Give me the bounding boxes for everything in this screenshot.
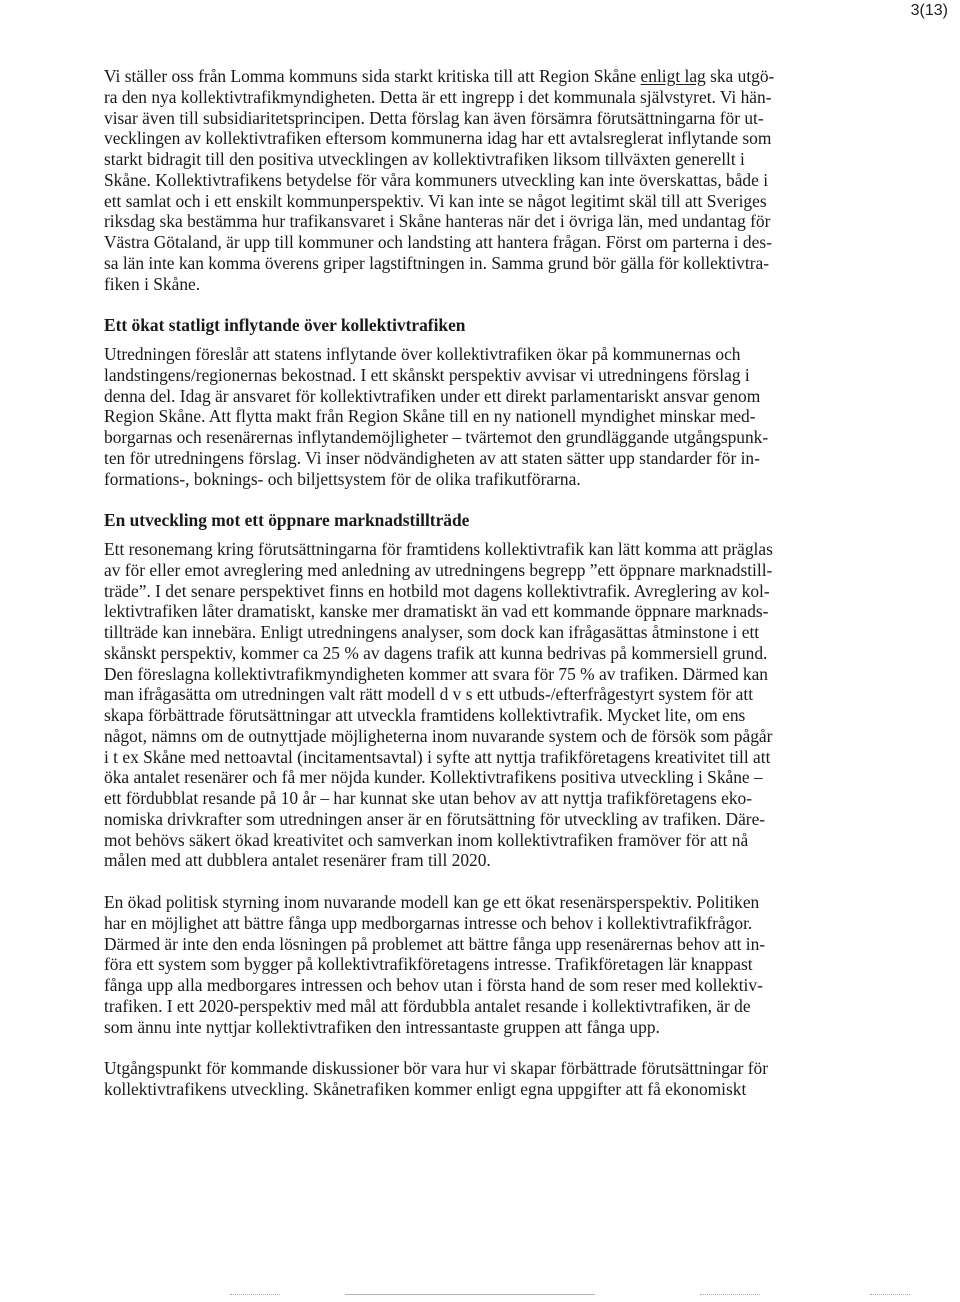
text-line: ett samlat och i ett enskilt kommunperspektiv. Vi kan inte se något legitimt skäl till att Sveriges (104, 190, 767, 211)
text-line: formations-, boknings- och biljettsystem för de olika trafikutförarna. (104, 468, 581, 489)
text-line: ett fördubblat resande på 10 år – har kunnat ske utan behov av att nyttja trafikföretagens eko- (104, 788, 753, 808)
paragraph-lomma-critique (104, 66, 856, 294)
paragraph-state-influence (104, 344, 856, 489)
text-line: av för eller emot avreglering med anledning av utredningens begrepp ”ett öppnare marknadstill- (104, 559, 773, 580)
text-line: Utredningen föreslår att statens inflytande över kollektivtrafiken ökar på kommunernas och (104, 344, 741, 364)
paragraph-political-steering (104, 892, 856, 1037)
text-line: Region Skåne. Att flytta makt från Region Skåne till en ny nationell myndighet minskar med- (104, 406, 756, 427)
text-line: skånskt perspektiv, kommer ca 25 % av dagens trafik att kunna bedrivas på kommersiell grund. (104, 642, 768, 663)
section-heading-market-access: En utveckling mot ett öppnare marknadstillträde (104, 510, 470, 531)
text-line: En ökad politisk styrning inom nuvarande modell kan ge ett ökat resenärsperspektiv. Politiken (104, 892, 760, 912)
text-line: riksdag ska bestämma hur trafikansvaret i Skåne hanteras när det i övriga län, med undantag för (104, 211, 771, 232)
text-line: Ett resonemang kring förutsättningarna för framtidens kollektivtrafik kan lätt komma att präglas (104, 539, 773, 559)
text-line: denna del. Idag är ansvaret för kollektivtrafiken under ett direkt parlamentariskt ansvar genom (104, 385, 761, 406)
text-line: Den föreslagna kollektivtrafikmyndigheten kommer att svara för 75 % av trafiken. Därmed kan (104, 663, 768, 684)
text-line: Skåne. Kollektivtrafikens betydelse för våra kommuners utveckling kan inte överskattas, både i (104, 169, 769, 190)
text-line: visar även till subsidiaritetsprincipen. Detta förslag kan även försämra förutsättningarna för ut- (104, 107, 764, 128)
section-heading-state-influence: Ett ökat statligt inflytande över kollektivtrafiken (104, 315, 466, 336)
text-line: skapa förbättrade förutsättningar att utveckla framtidens kollektivtrafik. Mycket lite, om ens (104, 705, 746, 725)
document-body (104, 66, 856, 1100)
text-line: ten för utredningens förslag. Vi inser nödvändigheten av att staten sätter upp standarder för in- (104, 447, 760, 468)
text-line: ra den nya kollektivtrafikmyndigheten. Detta är ett ingrepp i det kommunala självstyret. Vi hän- (104, 86, 772, 107)
text-line: något, nämns om de outnyttjade möjligheterna inom nuvarande system och de försök som pågår (104, 725, 773, 746)
text-line: man ifrågasätta om utredningen valt rätt modell d v s ett utbuds-/efterfrågestyrt system för att (104, 684, 754, 705)
scan-mark (700, 1294, 760, 1295)
text-line: mot behövs säkert ökad kreativitet och samverkan inom kollektivtrafiken framöver för att nå (104, 829, 749, 850)
text-line: lektivtrafiken låter dramatiskt, kanske mer dramatiskt än vad ett kommande öppnare marknads- (104, 601, 769, 622)
text-line: har en möjlighet att bättre fånga upp medborgarnas intresse och behov i kollektivtrafikfrågor. (104, 912, 753, 933)
text-line: Därmed är inte den enda lösningen på problemet att bättre fånga upp resenärernas behov att in- (104, 933, 766, 954)
text-line: nomiska drivkrafter som utredningen anser är en förutsättning för utveckling av trafiken. Däre- (104, 808, 766, 829)
scan-edge-marks (0, 1288, 960, 1302)
scan-mark (230, 1294, 280, 1295)
text-line: träde”. I det senare perspektivet finns en hotbild mot dagens kollektivtrafik. Avreglering av kol- (104, 580, 770, 601)
text-line: målen med att dubblera antalet resenärer fram till 2020. (104, 850, 491, 871)
text-line: öka antalet resenärer och få mer nöjda kunder. Kollektivtrafikens positiva utveckling i Skåne – (104, 767, 763, 788)
paragraph-starting-point (104, 1058, 856, 1100)
text-line: landstingens/regionernas bekostnad. I ett skånskt perspektiv avvisar vi utredningens förslag i (104, 364, 750, 385)
text-line: kollektivtrafikens utveckling. Skånetrafiken kommer enligt egna uppgifter att få ekonomiskt (104, 1079, 747, 1099)
text-line: trafiken. I ett 2020-perspektiv med mål att fördubbla antalet resande i kollektivtrafiken, är de (104, 995, 751, 1016)
page-number: 3(13) (910, 2, 948, 19)
text-line: borgarnas och resenärernas inflytandemöjligheter – tvärtemot den grundläggande utgångspunk- (104, 427, 769, 447)
scan-mark (870, 1294, 910, 1295)
underlined-text: enligt lag (640, 66, 706, 86)
text-line: fånga upp alla medborgares intressen och behov utan i första hand de som reser med kollektiv- (104, 975, 763, 995)
text-line: sa län inte kan komma överens griper lagstiftningen in. Samma grund bör gälla för kollektivtra- (104, 252, 770, 273)
text-line: i t ex Skåne med nettoavtal (incitamentsavtal) i syfte att nyttja trafikföretagens kreativitet till att (104, 746, 771, 767)
text-line: som ännu inte nyttjar kollektivtrafiken den intressantaste gruppen att fånga upp. (104, 1016, 660, 1037)
text-line: Vi ställer oss från Lomma kommuns sida starkt kritiska till att Region Skåne enligt lag ska utgö- (104, 66, 775, 86)
scan-mark (345, 1294, 595, 1295)
paragraph-market-access (104, 539, 856, 871)
text-line: Västra Götaland, är upp till kommuner och landsting att hantera frågan. Först om parterna i des- (104, 232, 772, 252)
text-line: tillträde kan innebära. Enligt utredningens analyser, som dock kan ifrågasättas åtminstone i ett (104, 622, 760, 642)
text-line: föra ett system som bygger på kollektivtrafikföretagens intresse. Trafikföretagen lär knappast (104, 954, 753, 975)
text-line: Utgångspunkt för kommande diskussioner bör vara hur vi skapar förbättrade förutsättningar för (104, 1058, 769, 1079)
text-line: starkt bidragit till den positiva utvecklingen av kollektivtrafiken liksom tillväxten generellt i (104, 149, 745, 169)
text-line: fiken i Skåne. (104, 273, 201, 294)
text-line: vecklingen av kollektivtrafiken eftersom kommunerna idag har ett avtalsreglerat inflytande som (104, 128, 772, 149)
